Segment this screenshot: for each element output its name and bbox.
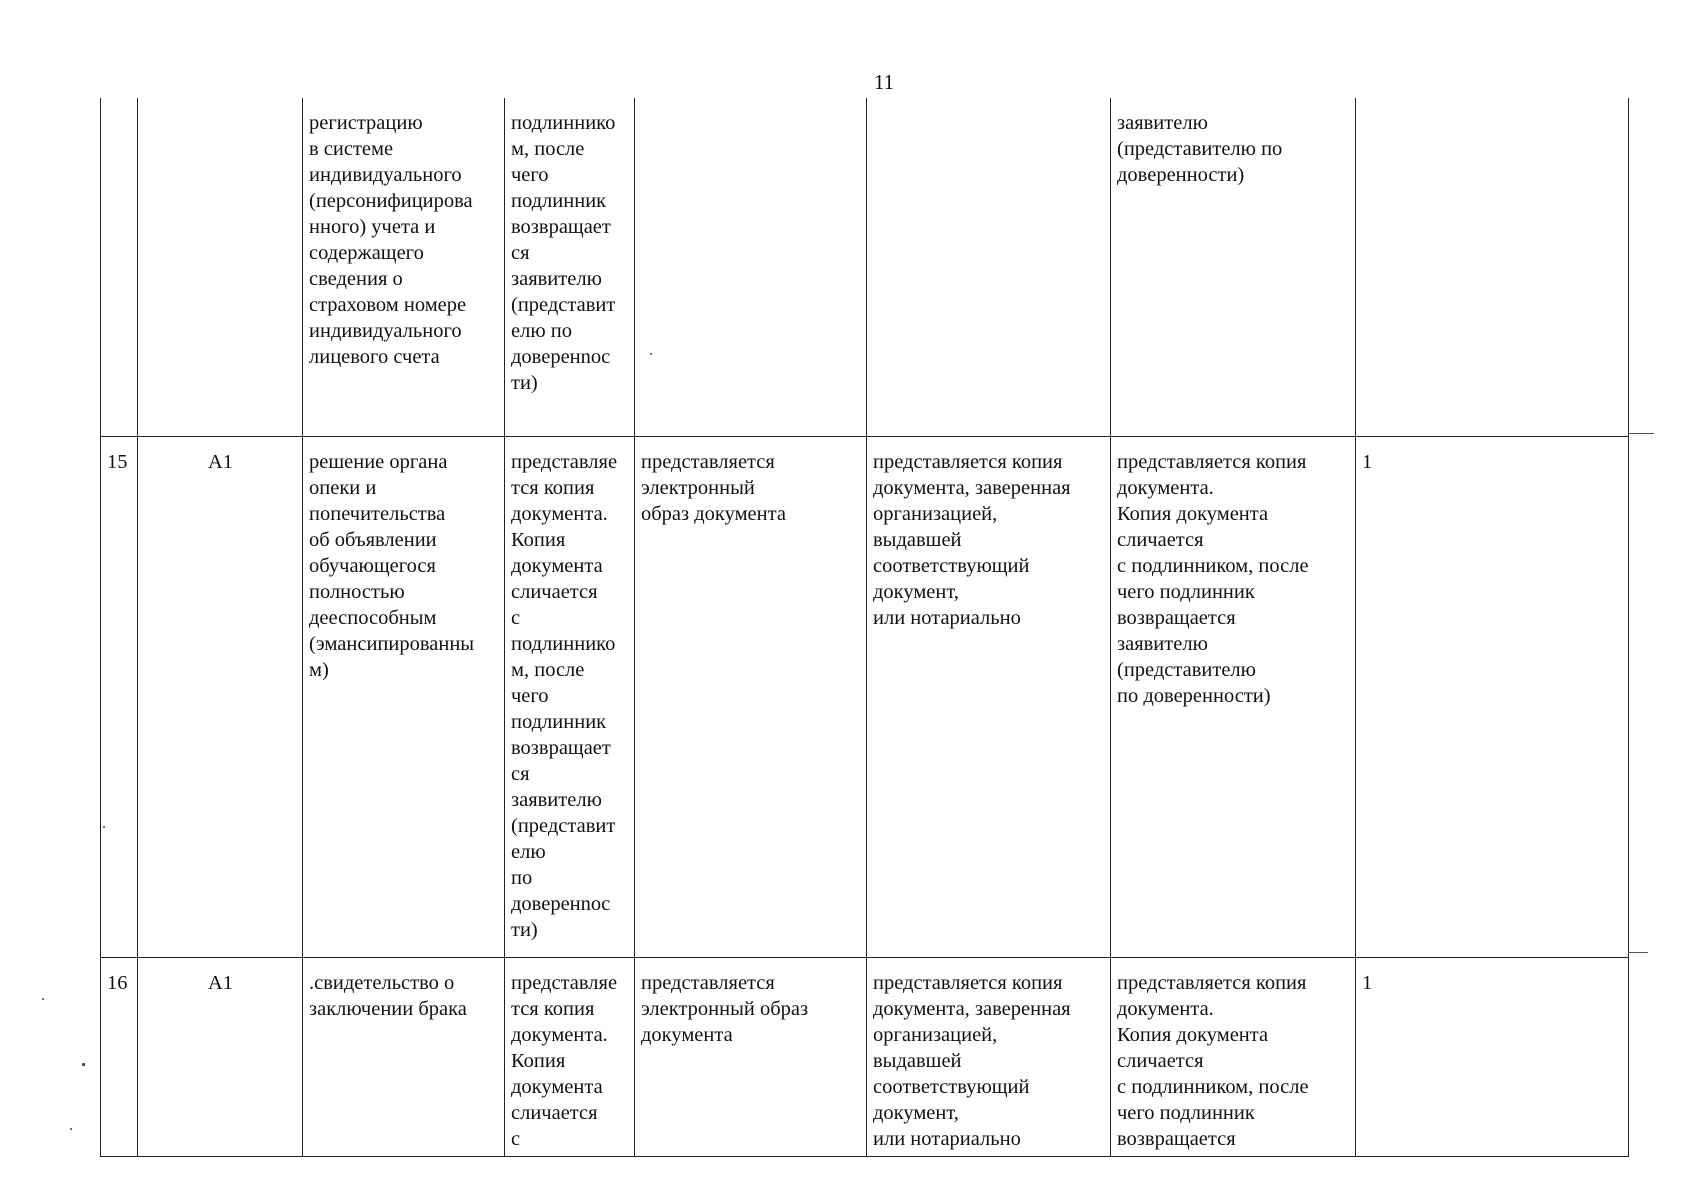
electronic-submission-cell [635, 98, 867, 437]
certified-copy-cell: представляется копия документа, заверенная организацией, выдавшей соответствующий документ, или нотариально [867, 958, 1111, 1157]
document-name-cell: регистрацию в системе индивидуального (персонифицирова нного) учета и содержащего сведения о страховом номере индивидуального лицевого счета [303, 98, 505, 437]
row-number-cell: 15 [101, 437, 138, 958]
certified-copy-cell [867, 98, 1111, 437]
compared-copy-cell: представляется копия документа. Копия документа сличается с подлинником, после чего подлинник возвращается [1111, 958, 1356, 1157]
quantity-cell: 1 [1356, 437, 1629, 958]
compared-copy-cell: заявителю (представителю по доверенности) [1111, 98, 1356, 437]
document-name-cell: решение органа опеки и попечительства об объявлении обучающегося полностью дееспособным (эмансипированны м) [303, 437, 505, 958]
page-number: 11 [873, 70, 895, 94]
electronic-submission-cell: представляется электронный образ документа [635, 437, 867, 958]
table-row [101, 98, 1629, 437]
table-row [101, 958, 1629, 1157]
row-number-cell: 16 [101, 958, 138, 1157]
scan-speck [70, 1128, 72, 1130]
row-number-cell [101, 98, 138, 437]
certified-copy-cell: представляется копия документа, заверенная организацией, выдавшей соответствующий документ, или нотариально [867, 437, 1111, 958]
scan-line-artifact [1628, 433, 1654, 434]
table-row [101, 437, 1629, 958]
compared-copy-cell: представляется копия документа. Копия документа сличается с подлинником, после чего подлинник возвращается заявителю (представителю по доверенности) [1111, 437, 1356, 958]
scan-speck [82, 1063, 85, 1066]
in-person-submission-cell: представляе тся копия документа. Копия документа сличается с [505, 958, 635, 1157]
scan-speck [42, 998, 44, 1000]
document-name-cell: .свидетельство о заключении брака [303, 958, 505, 1157]
documents-table [100, 98, 1629, 1157]
scan-speck [103, 826, 105, 828]
category-code-cell: А1 [138, 958, 303, 1157]
in-person-submission-cell: подлиннико м, после чего подлинник возвращает ся заявителю (представит елю по доверенnoc ти) [505, 98, 635, 437]
quantity-cell [1356, 98, 1629, 437]
scan-speck [650, 353, 652, 355]
category-code-cell [138, 98, 303, 437]
quantity-cell: 1 [1356, 958, 1629, 1157]
category-code-cell: А1 [138, 437, 303, 958]
in-person-submission-cell: представляе тся копия документа. Копия документа сличается с подлиннико м, после чего подлинник возвращает ся заявителю (представит елю по доверенnoc ти) [505, 437, 635, 958]
scan-line-artifact [1628, 952, 1648, 953]
electronic-submission-cell: представляется электронный образ документа [635, 958, 867, 1157]
